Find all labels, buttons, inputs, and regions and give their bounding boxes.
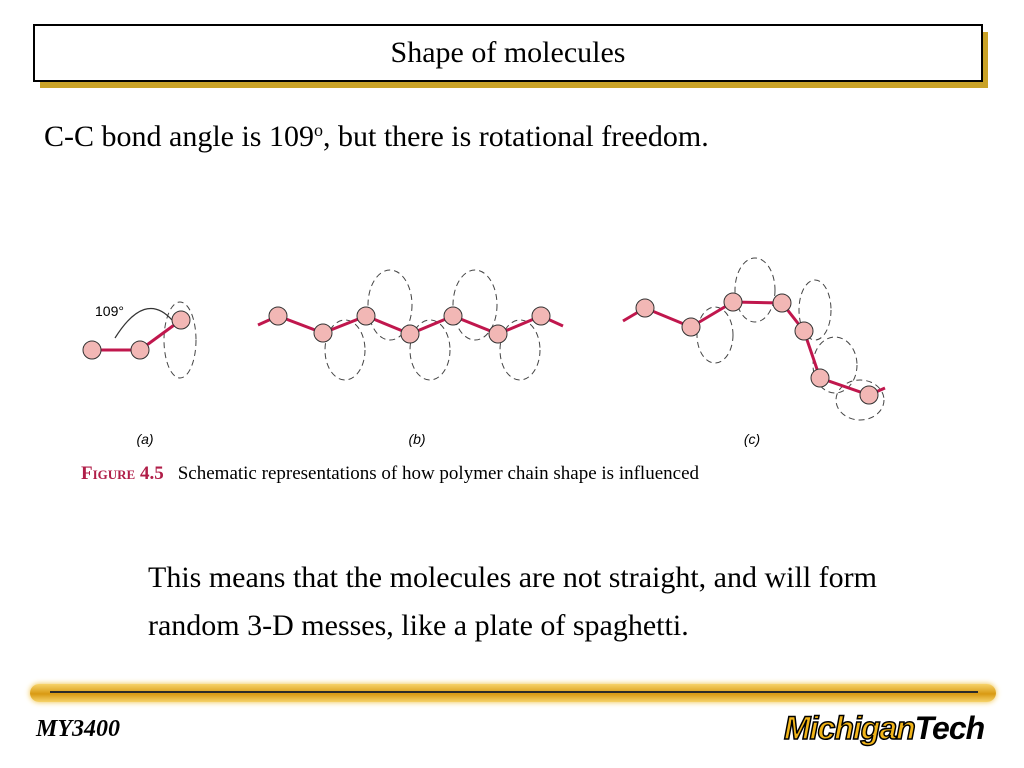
logo-michigan: Michigan xyxy=(784,710,915,746)
course-code: MY3400 xyxy=(36,716,120,742)
intro-superscript: o xyxy=(314,120,323,140)
panel-label-b: (b) xyxy=(408,431,426,447)
atom xyxy=(682,318,700,336)
atom xyxy=(724,293,742,311)
atom xyxy=(636,299,654,317)
intro-line xyxy=(44,120,709,154)
atom xyxy=(131,341,149,359)
atom xyxy=(811,369,829,387)
figure-caption xyxy=(81,462,881,500)
figure-caption-label: Figure 4.5 xyxy=(81,463,164,484)
intro-text-before: C-C bond angle is 109 xyxy=(44,120,314,153)
body-text: This means that the molecules are not straight, and will form random 3-D messes, like a plate of spaghetti. xyxy=(148,561,877,642)
atom xyxy=(83,341,101,359)
atom xyxy=(795,322,813,340)
atom xyxy=(269,307,287,325)
rotation-cone-c xyxy=(697,307,733,363)
atom xyxy=(532,307,550,325)
atom xyxy=(773,294,791,312)
logo-tech: Tech xyxy=(914,710,985,746)
panel-a-diagram xyxy=(83,302,196,378)
angle-label: 109° xyxy=(95,303,124,319)
atom xyxy=(860,386,878,404)
footer-bar xyxy=(30,684,996,702)
intro-text-after: , but there is rotational freedom. xyxy=(323,120,709,153)
rotation-cone-c xyxy=(735,258,775,322)
panel-b-diagram xyxy=(258,270,563,380)
atom xyxy=(444,307,462,325)
panel-label-a: (a) xyxy=(136,431,154,447)
atom xyxy=(314,324,332,342)
atom xyxy=(172,311,190,329)
chain-backbone-c xyxy=(623,302,885,395)
slide-title xyxy=(33,24,983,82)
slide-title-text: Shape of molecules xyxy=(390,36,626,69)
atom xyxy=(357,307,375,325)
atom xyxy=(401,325,419,343)
michigan-tech-logo xyxy=(784,710,984,747)
atom xyxy=(489,325,507,343)
panel-c-diagram xyxy=(623,258,885,420)
footer-divider xyxy=(50,691,978,693)
figure-caption-text: Schematic representations of how polymer chain shape is influenced xyxy=(177,463,700,484)
panel-label-c: (c) xyxy=(743,431,761,447)
